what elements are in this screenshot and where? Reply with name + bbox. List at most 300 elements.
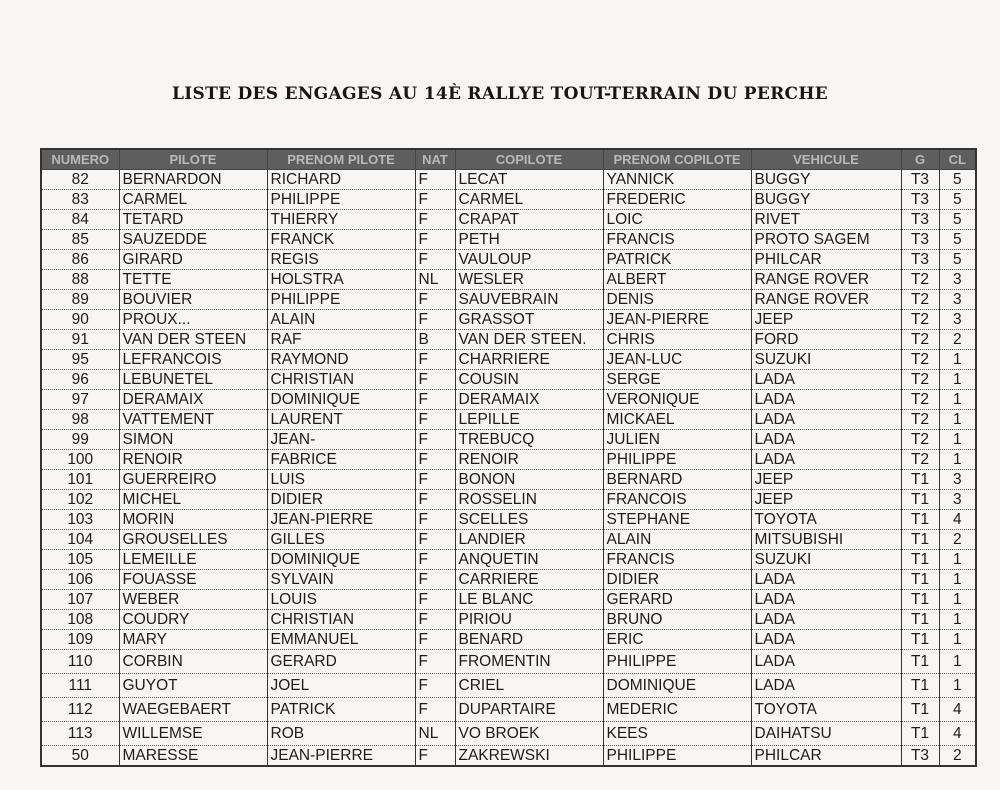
cell-codriver-firstname: STEPHANE [603, 510, 751, 530]
cell-entry-number: 100 [41, 450, 119, 470]
cell-nationality: F [415, 650, 455, 674]
cell-codriver-name: BONON [455, 470, 603, 490]
cell-driver-name: DERAMAIX [119, 390, 267, 410]
cell-vehicle: LADA [751, 590, 901, 610]
cell-codriver-name: PIRIOU [455, 610, 603, 630]
cell-nationality: NL [415, 722, 455, 746]
cell-driver-firstname: GERARD [267, 650, 415, 674]
cell-class: 1 [939, 610, 976, 630]
cell-codriver-name: GRASSOT [455, 310, 603, 330]
table-row [41, 350, 976, 370]
cell-nationality: F [415, 390, 455, 410]
cell-class: 5 [939, 250, 976, 270]
cell-driver-firstname: SYLVAIN [267, 570, 415, 590]
table-row [41, 370, 976, 390]
cell-nationality: F [415, 610, 455, 630]
cell-codriver-firstname: DIDIER [603, 570, 751, 590]
cell-class: 1 [939, 390, 976, 410]
cell-group: T2 [901, 430, 939, 450]
cell-codriver-firstname: SERGE [603, 370, 751, 390]
cell-driver-name: LEFRANCOIS [119, 350, 267, 370]
cell-class: 3 [939, 290, 976, 310]
cell-vehicle: LADA [751, 650, 901, 674]
cell-group: T2 [901, 270, 939, 290]
cell-nationality: F [415, 530, 455, 550]
cell-codriver-name: FROMENTIN [455, 650, 603, 674]
cell-entry-number: 85 [41, 230, 119, 250]
table-row [41, 698, 976, 722]
cell-codriver-name: LE BLANC [455, 590, 603, 610]
cell-vehicle: PHILCAR [751, 250, 901, 270]
table-row [41, 650, 976, 674]
cell-vehicle: TOYOTA [751, 510, 901, 530]
cell-group: T1 [901, 630, 939, 650]
cell-driver-name: VATTEMENT [119, 410, 267, 430]
cell-codriver-name: DERAMAIX [455, 390, 603, 410]
cell-nationality: F [415, 170, 455, 190]
cell-driver-name: CARMEL [119, 190, 267, 210]
cell-codriver-firstname: BRUNO [603, 610, 751, 630]
cell-codriver-name: CARRIERE [455, 570, 603, 590]
cell-vehicle: LADA [751, 390, 901, 410]
table-row [41, 450, 976, 470]
cell-class: 4 [939, 510, 976, 530]
cell-group: T2 [901, 350, 939, 370]
cell-group: T3 [901, 170, 939, 190]
cell-codriver-firstname: PATRICK [603, 250, 751, 270]
cell-driver-firstname: LOUIS [267, 590, 415, 610]
cell-class: 4 [939, 722, 976, 746]
cell-codriver-name: VAULOUP [455, 250, 603, 270]
cell-class: 1 [939, 674, 976, 698]
cell-driver-firstname: DOMINIQUE [267, 550, 415, 570]
cell-vehicle: SUZUKI [751, 350, 901, 370]
cell-driver-name: CORBIN [119, 650, 267, 674]
cell-nationality: F [415, 430, 455, 450]
cell-vehicle: LADA [751, 450, 901, 470]
cell-driver-name: LEBUNETEL [119, 370, 267, 390]
cell-driver-name: BERNARDON [119, 170, 267, 190]
cell-group: T1 [901, 722, 939, 746]
cell-entry-number: 109 [41, 630, 119, 650]
col-header-copilote: COPILOTE [455, 149, 603, 170]
cell-vehicle: LADA [751, 430, 901, 450]
table-row [41, 590, 976, 610]
cell-entry-number: 113 [41, 722, 119, 746]
cell-entry-number: 95 [41, 350, 119, 370]
cell-class: 1 [939, 650, 976, 674]
table-row [41, 530, 976, 550]
cell-codriver-name: SAUVEBRAIN [455, 290, 603, 310]
cell-group: T1 [901, 490, 939, 510]
cell-class: 1 [939, 590, 976, 610]
document-title: LISTE DES ENGAGES AU 14È RALLYE TOUT-TERRAIN DU PERCHE [171, 84, 829, 104]
cell-driver-firstname: FABRICE [267, 450, 415, 470]
cell-class: 3 [939, 470, 976, 490]
cell-driver-name: COUDRY [119, 610, 267, 630]
cell-vehicle: RANGE ROVER [751, 270, 901, 290]
cell-driver-name: LEMEILLE [119, 550, 267, 570]
cell-codriver-name: TREBUCQ [455, 430, 603, 450]
cell-vehicle: BUGGY [751, 190, 901, 210]
cell-codriver-name: LECAT [455, 170, 603, 190]
table-row [41, 550, 976, 570]
cell-driver-name: BOUVIER [119, 290, 267, 310]
cell-group: T3 [901, 230, 939, 250]
cell-group: T2 [901, 390, 939, 410]
cell-group: T1 [901, 674, 939, 698]
cell-nationality: F [415, 210, 455, 230]
cell-entry-number: 99 [41, 430, 119, 450]
cell-codriver-name: VO BROEK [455, 722, 603, 746]
cell-codriver-firstname: PHILIPPE [603, 746, 751, 767]
cell-nationality: F [415, 570, 455, 590]
cell-codriver-name: BENARD [455, 630, 603, 650]
cell-codriver-name: ZAKREWSKI [455, 746, 603, 767]
cell-vehicle: SUZUKI [751, 550, 901, 570]
cell-entry-number: 88 [41, 270, 119, 290]
cell-entry-number: 104 [41, 530, 119, 550]
cell-codriver-firstname: CHRIS [603, 330, 751, 350]
cell-nationality: F [415, 350, 455, 370]
cell-codriver-firstname: PHILIPPE [603, 450, 751, 470]
cell-vehicle: RIVET [751, 210, 901, 230]
cell-driver-firstname: THIERRY [267, 210, 415, 230]
cell-codriver-firstname: VERONIQUE [603, 390, 751, 410]
cell-group: T1 [901, 610, 939, 630]
cell-codriver-firstname: ALAIN [603, 530, 751, 550]
cell-entry-number: 112 [41, 698, 119, 722]
cell-codriver-firstname: JEAN-LUC [603, 350, 751, 370]
cell-nationality: F [415, 310, 455, 330]
cell-group: T1 [901, 530, 939, 550]
cell-driver-name: WAEGEBAERT [119, 698, 267, 722]
cell-driver-name: TETARD [119, 210, 267, 230]
cell-driver-firstname: RAF [267, 330, 415, 350]
cell-nationality: F [415, 250, 455, 270]
cell-codriver-firstname: MEDERIC [603, 698, 751, 722]
cell-entry-number: 90 [41, 310, 119, 330]
cell-group: T3 [901, 250, 939, 270]
cell-nationality: F [415, 470, 455, 490]
cell-vehicle: LADA [751, 570, 901, 590]
cell-group: T1 [901, 570, 939, 590]
table-row [41, 210, 976, 230]
cell-class: 5 [939, 210, 976, 230]
table-row [41, 270, 976, 290]
cell-entry-number: 107 [41, 590, 119, 610]
cell-vehicle: TOYOTA [751, 698, 901, 722]
cell-driver-firstname: LUIS [267, 470, 415, 490]
col-header-prenom-copilote: PRENOM COPILOTE [603, 149, 751, 170]
cell-entry-number: 108 [41, 610, 119, 630]
cell-entry-number: 84 [41, 210, 119, 230]
cell-vehicle: PROTO SAGEM [751, 230, 901, 250]
cell-nationality: F [415, 550, 455, 570]
cell-entry-number: 110 [41, 650, 119, 674]
cell-codriver-name: PETH [455, 230, 603, 250]
cell-entry-number: 50 [41, 746, 119, 767]
table-row [41, 630, 976, 650]
cell-nationality: F [415, 450, 455, 470]
cell-class: 1 [939, 630, 976, 650]
cell-entry-number: 91 [41, 330, 119, 350]
cell-class: 1 [939, 410, 976, 430]
cell-vehicle: LADA [751, 674, 901, 698]
col-header-prenom-pilote: PRENOM PILOTE [267, 149, 415, 170]
col-header-groupe: G [901, 149, 939, 170]
cell-group: T2 [901, 450, 939, 470]
cell-group: T3 [901, 210, 939, 230]
cell-group: T1 [901, 550, 939, 570]
cell-class: 1 [939, 550, 976, 570]
cell-group: T1 [901, 510, 939, 530]
col-header-pilote: PILOTE [119, 149, 267, 170]
table-row [41, 746, 976, 767]
cell-driver-name: WEBER [119, 590, 267, 610]
cell-driver-name: GIRARD [119, 250, 267, 270]
table-row [41, 430, 976, 450]
cell-vehicle: LADA [751, 370, 901, 390]
cell-class: 5 [939, 170, 976, 190]
cell-driver-name: SAUZEDDE [119, 230, 267, 250]
cell-codriver-firstname: MICKAEL [603, 410, 751, 430]
cell-codriver-name: SCELLES [455, 510, 603, 530]
cell-codriver-firstname: FRANCOIS [603, 490, 751, 510]
cell-driver-firstname: CHRISTIAN [267, 610, 415, 630]
cell-codriver-firstname: LOIC [603, 210, 751, 230]
cell-driver-firstname: REGIS [267, 250, 415, 270]
cell-driver-name: MARESSE [119, 746, 267, 767]
cell-driver-firstname: DOMINIQUE [267, 390, 415, 410]
table-row [41, 610, 976, 630]
cell-entry-number: 111 [41, 674, 119, 698]
cell-group: T2 [901, 290, 939, 310]
cell-nationality: F [415, 230, 455, 250]
cell-driver-firstname: JEAN-PIERRE [267, 746, 415, 767]
cell-driver-name: PROUX... [119, 310, 267, 330]
cell-class: 1 [939, 450, 976, 470]
cell-nationality: F [415, 190, 455, 210]
cell-codriver-firstname: FRANCIS [603, 230, 751, 250]
col-header-nat: NAT [415, 149, 455, 170]
cell-driver-firstname: FRANCK [267, 230, 415, 250]
cell-group: T2 [901, 310, 939, 330]
cell-codriver-firstname: ERIC [603, 630, 751, 650]
cell-class: 3 [939, 310, 976, 330]
cell-group: T1 [901, 590, 939, 610]
cell-class: 3 [939, 270, 976, 290]
cell-driver-firstname: ROB [267, 722, 415, 746]
cell-class: 5 [939, 190, 976, 210]
col-header-vehicule: VEHICULE [751, 149, 901, 170]
cell-driver-name: VAN DER STEEN [119, 330, 267, 350]
cell-class: 3 [939, 490, 976, 510]
cell-vehicle: LADA [751, 610, 901, 630]
cell-class: 4 [939, 698, 976, 722]
cell-driver-name: FOUASSE [119, 570, 267, 590]
cell-codriver-name: ANQUETIN [455, 550, 603, 570]
cell-vehicle: PHILCAR [751, 746, 901, 767]
cell-group: T1 [901, 470, 939, 490]
cell-codriver-name: CRIEL [455, 674, 603, 698]
cell-driver-firstname: HOLSTRA [267, 270, 415, 290]
entrants-table [40, 148, 977, 767]
cell-vehicle: JEEP [751, 490, 901, 510]
cell-codriver-firstname: DOMINIQUE [603, 674, 751, 698]
cell-driver-firstname: JEAN-PIERRE [267, 510, 415, 530]
cell-nationality: NL [415, 270, 455, 290]
cell-group: T3 [901, 190, 939, 210]
cell-entry-number: 98 [41, 410, 119, 430]
cell-class: 5 [939, 230, 976, 250]
cell-driver-firstname: PHILIPPE [267, 290, 415, 310]
table-row [41, 722, 976, 746]
table-row [41, 570, 976, 590]
cell-codriver-name: CHARRIERE [455, 350, 603, 370]
cell-entry-number: 89 [41, 290, 119, 310]
cell-codriver-name: RENOIR [455, 450, 603, 470]
cell-entry-number: 82 [41, 170, 119, 190]
cell-codriver-firstname: JULIEN [603, 430, 751, 450]
cell-vehicle: JEEP [751, 310, 901, 330]
cell-codriver-firstname: BERNARD [603, 470, 751, 490]
cell-codriver-name: VAN DER STEEN. [455, 330, 603, 350]
cell-driver-firstname: RAYMOND [267, 350, 415, 370]
cell-entry-number: 83 [41, 190, 119, 210]
table-row [41, 490, 976, 510]
cell-vehicle: FORD [751, 330, 901, 350]
cell-vehicle: JEEP [751, 470, 901, 490]
cell-group: T2 [901, 370, 939, 390]
cell-driver-name: WILLEMSE [119, 722, 267, 746]
cell-driver-name: TETTE [119, 270, 267, 290]
cell-driver-firstname: PHILIPPE [267, 190, 415, 210]
table-header-row [41, 149, 976, 170]
col-header-numero: NUMERO [41, 149, 119, 170]
cell-driver-name: GUERREIRO [119, 470, 267, 490]
cell-nationality: F [415, 490, 455, 510]
cell-group: T1 [901, 650, 939, 674]
cell-codriver-firstname: KEES [603, 722, 751, 746]
cell-driver-firstname: LAURENT [267, 410, 415, 430]
cell-class: 2 [939, 530, 976, 550]
cell-group: T2 [901, 330, 939, 350]
cell-driver-name: SIMON [119, 430, 267, 450]
cell-driver-firstname: CHRISTIAN [267, 370, 415, 390]
cell-driver-name: MICHEL [119, 490, 267, 510]
cell-nationality: F [415, 630, 455, 650]
cell-codriver-name: COUSIN [455, 370, 603, 390]
cell-driver-name: GROUSELLES [119, 530, 267, 550]
table-row [41, 470, 976, 490]
table-row [41, 290, 976, 310]
table-row [41, 510, 976, 530]
col-header-classe: CL [939, 149, 976, 170]
cell-driver-firstname: DIDIER [267, 490, 415, 510]
cell-driver-firstname: JEAN- [267, 430, 415, 450]
cell-codriver-firstname: YANNICK [603, 170, 751, 190]
cell-codriver-name: LANDIER [455, 530, 603, 550]
cell-driver-firstname: RICHARD [267, 170, 415, 190]
cell-nationality: F [415, 410, 455, 430]
cell-codriver-firstname: FREDERIC [603, 190, 751, 210]
cell-driver-name: GUYOT [119, 674, 267, 698]
table-row [41, 170, 976, 190]
cell-nationality: F [415, 746, 455, 767]
cell-driver-firstname: ALAIN [267, 310, 415, 330]
cell-codriver-firstname: GERARD [603, 590, 751, 610]
cell-class: 2 [939, 330, 976, 350]
cell-vehicle: DAIHATSU [751, 722, 901, 746]
cell-vehicle: LADA [751, 630, 901, 650]
table-row [41, 410, 976, 430]
table-row [41, 390, 976, 410]
cell-driver-firstname: GILLES [267, 530, 415, 550]
cell-vehicle: RANGE ROVER [751, 290, 901, 310]
cell-driver-name: MARY [119, 630, 267, 650]
table-row [41, 330, 976, 350]
cell-nationality: F [415, 698, 455, 722]
cell-driver-name: MORIN [119, 510, 267, 530]
cell-entry-number: 105 [41, 550, 119, 570]
cell-class: 1 [939, 430, 976, 450]
cell-nationality: B [415, 330, 455, 350]
cell-codriver-firstname: PHILIPPE [603, 650, 751, 674]
cell-entry-number: 96 [41, 370, 119, 390]
cell-codriver-firstname: DENIS [603, 290, 751, 310]
cell-driver-name: RENOIR [119, 450, 267, 470]
cell-codriver-firstname: JEAN-PIERRE [603, 310, 751, 330]
cell-driver-firstname: EMMANUEL [267, 630, 415, 650]
cell-nationality: F [415, 510, 455, 530]
cell-driver-firstname: PATRICK [267, 698, 415, 722]
cell-driver-firstname: JOEL [267, 674, 415, 698]
cell-codriver-name: LEPILLE [455, 410, 603, 430]
cell-vehicle: LADA [751, 410, 901, 430]
table-body [41, 170, 976, 767]
cell-class: 1 [939, 350, 976, 370]
cell-codriver-name: ROSSELIN [455, 490, 603, 510]
cell-group: T2 [901, 410, 939, 430]
cell-entry-number: 97 [41, 390, 119, 410]
cell-class: 1 [939, 570, 976, 590]
cell-nationality: F [415, 370, 455, 390]
cell-codriver-name: CARMEL [455, 190, 603, 210]
cell-entry-number: 86 [41, 250, 119, 270]
cell-nationality: F [415, 590, 455, 610]
cell-entry-number: 102 [41, 490, 119, 510]
cell-group: T3 [901, 746, 939, 767]
table-row [41, 250, 976, 270]
cell-entry-number: 101 [41, 470, 119, 490]
cell-group: T1 [901, 698, 939, 722]
cell-codriver-firstname: ALBERT [603, 270, 751, 290]
table-row [41, 230, 976, 250]
cell-nationality: F [415, 674, 455, 698]
cell-entry-number: 103 [41, 510, 119, 530]
cell-codriver-name: CRAPAT [455, 210, 603, 230]
cell-class: 2 [939, 746, 976, 767]
cell-entry-number: 106 [41, 570, 119, 590]
cell-vehicle: BUGGY [751, 170, 901, 190]
cell-class: 1 [939, 370, 976, 390]
cell-vehicle: MITSUBISHI [751, 530, 901, 550]
cell-nationality: F [415, 290, 455, 310]
cell-codriver-firstname: FRANCIS [603, 550, 751, 570]
table-row [41, 674, 976, 698]
table-row [41, 310, 976, 330]
